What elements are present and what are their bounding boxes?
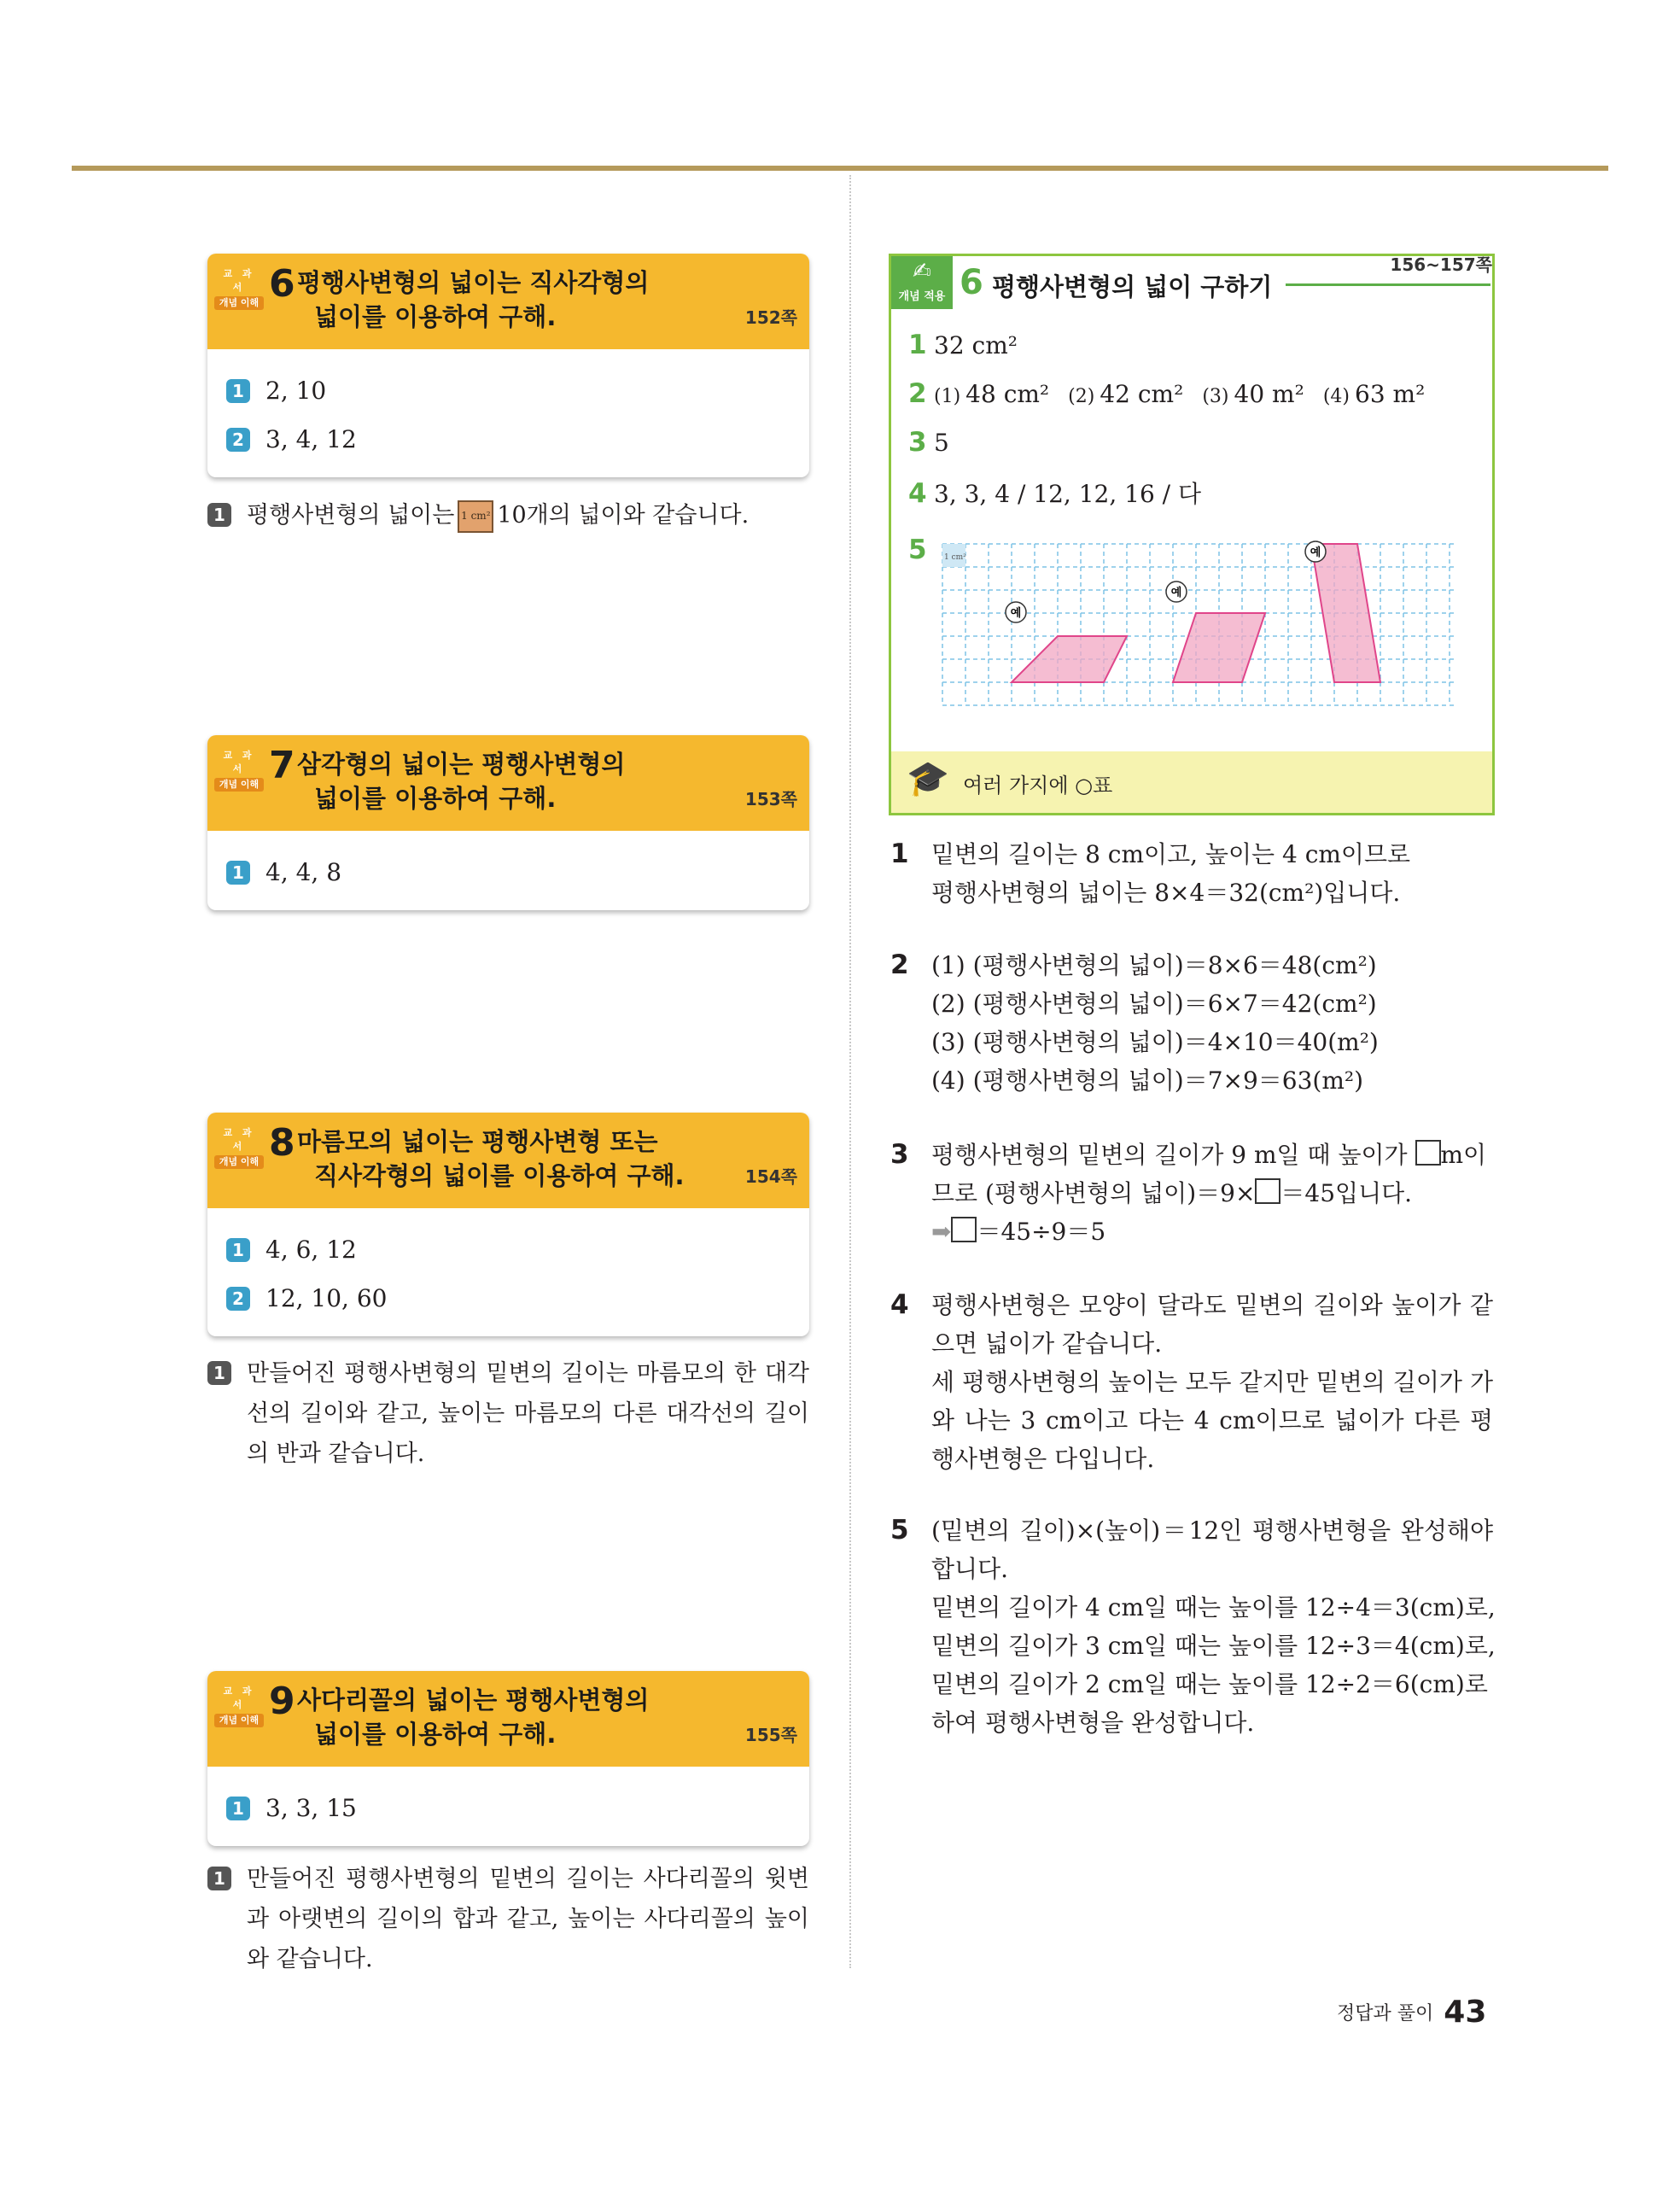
top-rule: [72, 166, 1608, 171]
card-title: 사다리꼴의 넓이는 평행사변형의 넓이를 이용하여 구해.: [297, 1686, 650, 1749]
column-divider: [849, 175, 851, 1968]
solution-2: 2 (1) (평행사변형의 넓이)＝8×6＝48(cm²) (2) (평행사변형의 넓이)＝6×7＝42(cm²) (3) (평행사변형의 넓이)＝4×10＝40(m²) (4) (평행사변형의 넓이)＝7×9＝63(m²): [890, 949, 1379, 1095]
solution-1: 1 밑변의 길이는 8 cm이고, 높이는 4 cm이므로 평행사변형의 넓이는 8×4＝32(cm²)입니다.: [890, 838, 1411, 907]
blank-box: [951, 1217, 977, 1242]
panel-title: 평행사변형의 넓이 구하기: [992, 272, 1273, 301]
concept-card-7: [207, 735, 809, 910]
card-header: [207, 1113, 809, 1208]
solution-5: 5 (밑변의 길이)×(높이)＝12인 평행사변형을 완성해야 합니다. 밑변의 길이가 4 cm일 때는 높이를 12÷4＝3(cm)로, 밑변의 길이가 3 cm일 때는 높이를 12÷3＝4(cm)로, 밑변의 길이가 2 cm일 때는 높이를 12÷2＝6(cm)로 하여 평행사변형을 완성합니다.: [890, 1515, 1496, 1737]
panel-page: 156~157쪽: [1390, 254, 1492, 275]
card-page: 153쪽: [744, 789, 797, 809]
card-page: 155쪽: [744, 1725, 797, 1745]
textbook-tag: 교 과 서 개념 이해: [214, 749, 264, 792]
unit-square-icon: 1 cm²: [458, 500, 493, 533]
concept-card-9: [207, 1671, 809, 1846]
answer-item: 1 4, 6, 12: [226, 1225, 809, 1274]
card-number: 8: [269, 1121, 295, 1165]
title-underline: [1286, 283, 1490, 286]
card-page: 152쪽: [744, 307, 797, 328]
example-mark: 예: [1010, 607, 1022, 620]
concept-card-8: [207, 1113, 809, 1336]
unit-label: 1 cm²: [944, 553, 966, 562]
concept-card-6: [207, 254, 809, 477]
example-mark: 예: [1170, 587, 1182, 599]
textbook-tag: 교 과 서 개념 이해: [214, 267, 264, 310]
concept-apply-tag: ✍ 개념 적용: [891, 256, 953, 309]
answer-5: 5: [908, 535, 927, 565]
answer-item: 2 3, 4, 12: [226, 415, 809, 464]
card-header: [207, 1671, 809, 1767]
arrow-icon: ➡: [931, 1218, 952, 1246]
card-title: 마름모의 넓이는 평행사변형 또는 직사각형의 넓이를 이용하여 구해.: [297, 1127, 685, 1190]
explanation-8: 1 만들어진 평행사변형의 밑변의 길이는 마름모의 한 대각선의 길이와 같고, 높이는 마름모의 다른 대각선의 길이의 반과 같습니다.: [207, 1353, 809, 1474]
footer-label: 정답과 풀이: [1337, 2003, 1434, 2024]
grid-figure: [939, 540, 1460, 728]
textbook-tag: 교 과 서 개념 이해: [214, 1126, 264, 1169]
card-number: 9: [269, 1680, 295, 1723]
explanation-6: 1 평행사변형의 넓이는 1 cm² 10개의 넓이와 같습니다.: [207, 495, 809, 535]
answer-item: 1 4, 4, 8: [226, 848, 809, 897]
blank-box: [1415, 1140, 1441, 1166]
card-title: 평행사변형의 넓이는 직사각형의 넓이를 이용하여 구해.: [297, 268, 650, 331]
solution-4: 4 평행사변형은 모양이 달라도 밑변의 길이와 높이가 같으면 넓이가 같습니다. 세 평행사변형의 높이는 모두 같지만 밑변의 길이가 가와 나는 3 cm이고 다는 4 cm이므로 넓이가 다른 평행사변형은 다입니다.: [890, 1289, 1493, 1473]
answer-2: 2 (1) 48 cm² (2) 42 cm² (3) 40 m² (4) 63 m²: [908, 378, 1426, 409]
scholar-hat-icon: 🎓: [907, 759, 949, 798]
blank-box: [1255, 1178, 1280, 1204]
panel-number: 6: [960, 263, 983, 302]
card-number: 7: [269, 744, 295, 787]
card-title: 삼각형의 넓이는 평행사변형의 넓이를 이용하여 구해.: [297, 750, 626, 813]
explanation-9: 1 만들어진 평행사변형의 밑변의 길이는 사다리꼴의 윗변과 아랫변의 길이의 합과 같고, 높이는 사다리꼴의 높이와 같습니다.: [207, 1859, 809, 1979]
card-header: [207, 735, 809, 831]
parallelogram-na: [1173, 613, 1265, 682]
answer-item: 1 2, 10: [226, 366, 809, 415]
concept-apply-panel: [889, 254, 1495, 815]
page-number: 43: [1444, 1995, 1487, 2030]
answer-1: 1 32 cm²: [908, 330, 1018, 360]
answer-item: 2 12, 10, 60: [226, 1274, 809, 1323]
card-header: [207, 254, 809, 349]
example-mark: 예: [1310, 546, 1321, 559]
footer-note: 여러 가지에 ○표: [963, 774, 1113, 798]
panel-footer: [891, 751, 1492, 813]
solution-3: 3 평행사변형의 밑변의 길이가 9 m일 때 높이가 m이 므로 (평행사변형의 넓이)＝9× ＝45입니다. ➡ ＝45÷9＝5: [890, 1139, 1487, 1246]
answer-item: 1 3, 3, 15: [226, 1784, 809, 1832]
card-number: 6: [269, 262, 295, 306]
textbook-tag: 교 과 서 개념 이해: [214, 1685, 264, 1727]
answer-3: 3 5: [908, 427, 949, 458]
answer-4: 4 3, 3, 4 / 12, 12, 16 / 다: [908, 478, 1202, 509]
page-footer: [1337, 1995, 1486, 2030]
card-page: 154쪽: [744, 1166, 797, 1187]
pencil-hand-icon: ✍: [913, 259, 931, 284]
